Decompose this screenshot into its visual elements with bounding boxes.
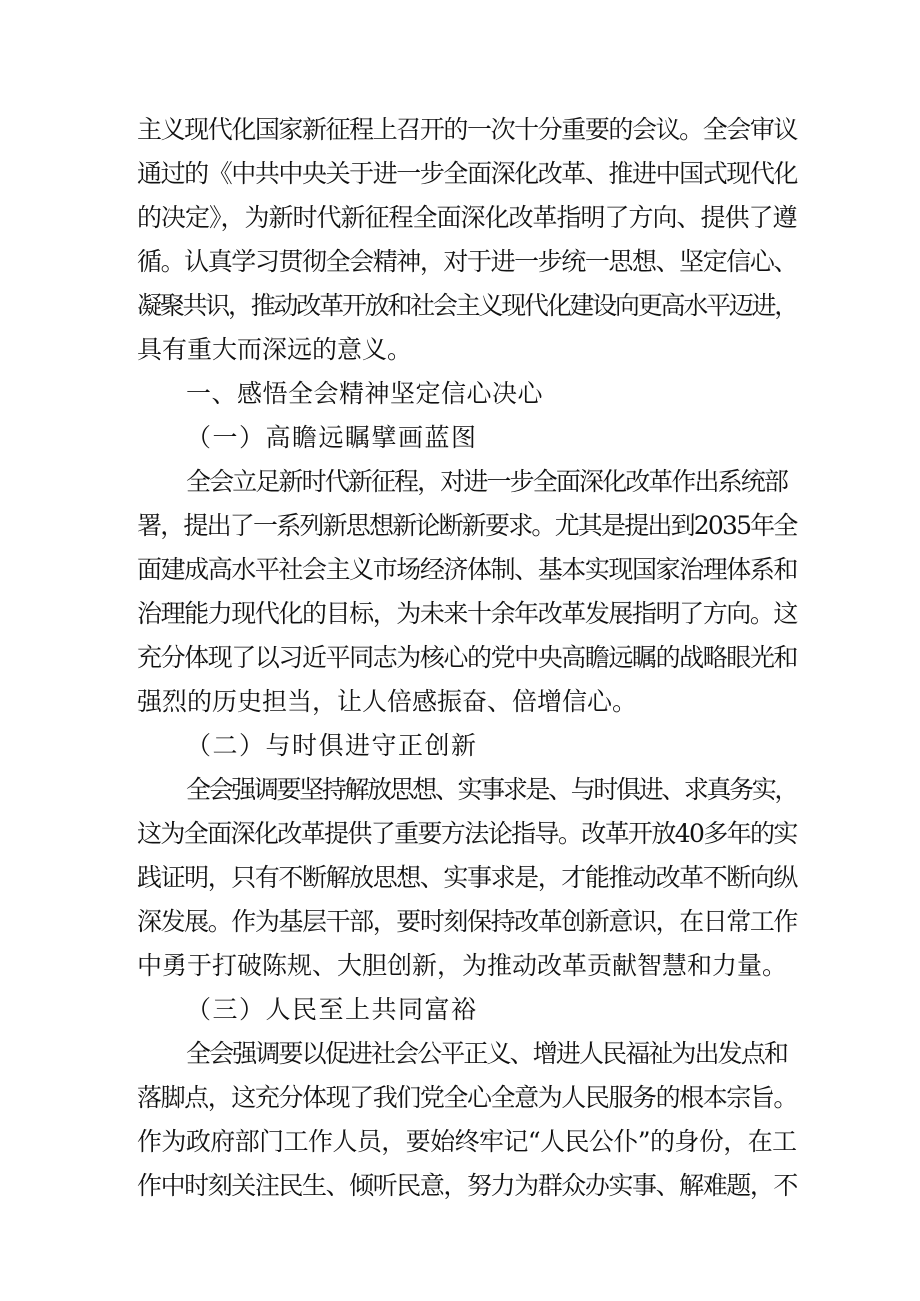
paragraph-line: 治理能力现代化的目标，为未来十余年改革发展指明了方向。这 — [137, 599, 798, 628]
paragraph-line: 这为全面深化改革提供了重要方法论指导。改革开放40多年的实 — [137, 819, 797, 848]
intro-line: 循。认真学习贯彻全会精神，对于进一步统一思想、坚定信心、 — [137, 247, 798, 276]
intro-line: 凝聚共识，推动改革开放和社会主义现代化建设向更高水平迈进， — [137, 291, 798, 320]
paragraph-line: 作为政府部门工作人员，要始终牢记“人民公仆”的身份，在工 — [137, 1127, 797, 1156]
intro-line: 主义现代化国家新征程上召开的一次十分重要的会议。全会审议 — [137, 115, 798, 144]
intro-line: 具有重大而深远的意义。 — [137, 335, 413, 364]
paragraph-line: 全会立足新时代新征程，对进一步全面深化改革作出系统部 — [186, 467, 788, 496]
paragraph-line: 中勇于打破陈规、大胆创新，为推动改革贡献智慧和力量。 — [137, 951, 788, 980]
paragraph-line: 全会强调要以促进社会公平正义、增进人民福祉为出发点和 — [186, 1039, 788, 1068]
subsection-title: （二）与时俱进守正创新 — [186, 731, 478, 760]
intro-line: 通过的《中共中央关于进一步全面深化改革、推进中国式现代化 — [137, 159, 798, 188]
paragraph-line: 面建成高水平社会主义市场经济体制、基本实现国家治理体系和 — [137, 555, 798, 584]
subsection-title: （三）人民至上共同富裕 — [186, 995, 478, 1024]
section-heading: 一、感悟全会精神坚定信心决心 — [186, 379, 544, 408]
paragraph-line: 署，提出了一系列新思想新论断新要求。尤其是提出到2035年全 — [137, 511, 797, 540]
intro-line: 的决定》，为新时代新征程全面深化改革指明了方向、提供了遵 — [137, 203, 797, 232]
paragraph-line: 全会强调要坚持解放思想、实事求是、与时俱进、求真务实， — [186, 775, 798, 804]
subsection-title: （一）高瞻远瞩擘画蓝图 — [186, 423, 478, 452]
paragraph-line: 深发展。作为基层干部，要时刻保持改革创新意识，在日常工作 — [137, 907, 798, 936]
paragraph-line: 作中时刻关注民生、倾听民意，努力为群众办实事、解难题，不 — [137, 1171, 798, 1200]
paragraph-line: 践证明，只有不断解放思想、实事求是，才能推动改革不断向纵 — [137, 863, 798, 892]
paragraph-line: 落脚点，这充分体现了我们党全心全意为人民服务的根本宗旨。 — [137, 1083, 798, 1112]
paragraph-line: 强烈的历史担当，让人倍感振奋、倍增信心。 — [137, 687, 638, 716]
paragraph-line: 充分体现了以习近平同志为核心的党中央高瞻远瞩的战略眼光和 — [137, 643, 798, 672]
